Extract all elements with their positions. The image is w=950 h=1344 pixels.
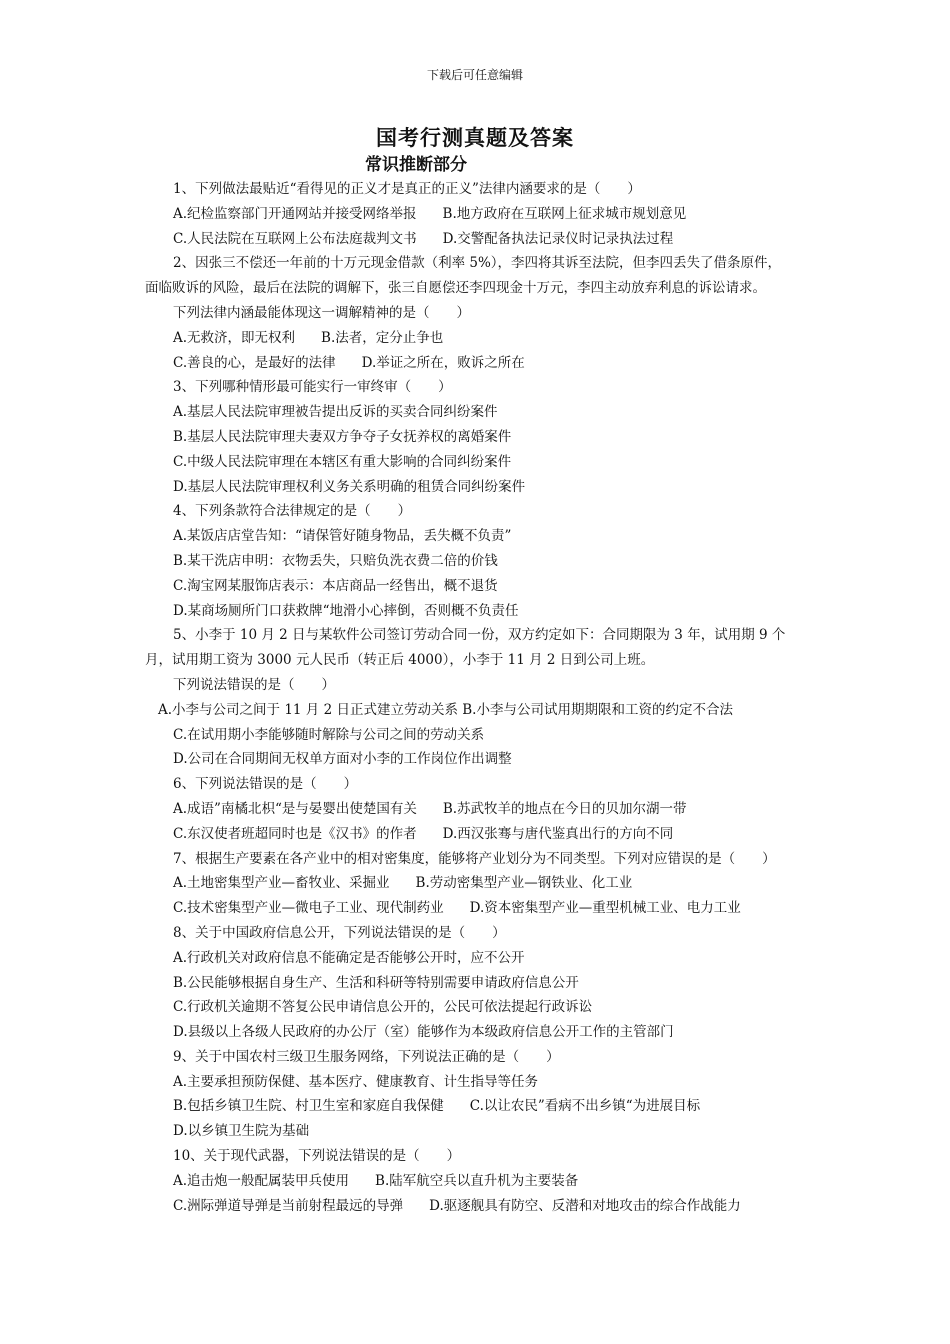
question-9-options-bc: [145, 1094, 825, 1119]
question-5-option-d: D.公司在合同期间无权单方面对小李的工作岗位作出调整: [173, 751, 512, 768]
question-10-options-ab: [145, 1169, 825, 1194]
question-8-option-c: C.行政机关逾期不答复公民申请信息公开的，公民可依法提起行政诉讼: [173, 999, 593, 1016]
question-7-options-ab: [145, 871, 825, 896]
question-5-stem-cont: 月，试用期工资为 3000 元人民币（转正后 4000），小李于 11 月 2 日到公司上班。: [145, 652, 655, 669]
option-c: C.技术密集型产业—微电子工业、现代制药业: [173, 900, 444, 917]
option-c: C.人民法院在互联网上公布法庭裁判文书: [173, 230, 417, 247]
option-d: D.举证之所在，败诉之所在: [361, 354, 525, 371]
question-10-options-cd: [145, 1194, 825, 1219]
option-a: A.无救济，即无权利: [173, 329, 296, 346]
question-8-option-a: A.行政机关对政府信息不能确定是否能够公开时，应不公开: [173, 949, 525, 966]
question-5-option-c: C.在试用期小李能够随时解除与公司之间的劳动关系: [173, 726, 485, 743]
option-b: B.地方政府在互联网上征求城市规划意见: [442, 205, 687, 222]
question-8-stem: 8、关于中国政府信息公开，下列说法错误的是（ ）: [173, 924, 506, 941]
question-7-stem: 7、根据生产要素在各产业中的相对密集度，能够将产业划分为不同类型。下列对应错误的是（ ）: [173, 850, 776, 867]
question-9-stem: 9、关于中国农村三级卫生服务网络，下列说法正确的是（ ）: [173, 1048, 560, 1065]
question-3-stem: 3、下列哪种情形最可能实行一审终审（ ）: [173, 379, 452, 396]
question-2-options-ab: [145, 326, 825, 351]
option-b: B.劳动密集型产业—钢铁业、化工业: [415, 875, 633, 892]
option-a: A.土地密集型产业—畜牧业、采掘业: [173, 875, 390, 892]
option-a: A.纪检监察部门开通网站并接受网络举报: [173, 205, 417, 222]
question-8-option-b: B.公民能够根据自身生产、生活和科研等特别需要申请政府信息公开: [173, 974, 579, 991]
question-1-options-cd: [145, 227, 825, 252]
question-4-option-c: C.淘宝网某服饰店表示：本店商品一经售出，概不退货: [173, 577, 498, 594]
question-6-options-ab: [145, 797, 825, 822]
question-5-stem: 5、小李于 10 月 2 日与某软件公司签订劳动合同一份，双方约定如下：合同期限为 3 年，试用期 9 个: [173, 627, 786, 644]
question-10-stem: 10、关于现代武器，下列说法错误的是（ ）: [173, 1148, 461, 1165]
option-a: A.成语”南橘北枳“是与晏婴出使楚国有关: [173, 800, 417, 817]
question-6-options-cd: [145, 822, 825, 847]
question-4-option-d: D.某商场厕所门口获救牌“地滑小心摔倒，否则概不负责任: [173, 602, 519, 619]
page-header-note: 下载后可任意编辑: [426, 68, 523, 82]
question-3-option-d: D.基层人民法院审理权利义务关系明确的租赁合同纠纷案件: [173, 478, 526, 495]
question-1-stem: 1、下列做法最贴近“看得见的正义才是真正的正义”法律内涵要求的是（ ）: [173, 181, 641, 197]
option-d: D.驱逐舰具有防空、反潜和对地攻击的综合作战能力: [429, 1197, 741, 1214]
question-2-stem: 2、因张三不偿还一年前的十万元现金借款（利率 5%），李四将其诉至法院，但李四丢失了借条原件，: [173, 255, 782, 272]
option-c: C.洲际弹道导弹是当前射程最远的导弹: [173, 1197, 404, 1214]
question-4-option-a: A.某饭店店堂告知：“请保管好随身物品，丢失概不负责”: [173, 528, 512, 545]
option-b: B.法者，定分止争也: [321, 329, 444, 346]
option-d: D.资本密集型产业—重型机械工业、电力工业: [469, 900, 741, 917]
question-2-prompt: 下列法律内涵最能体现这一调解精神的是（ ）: [173, 304, 470, 321]
question-2-options-cd: [145, 351, 825, 376]
option-b: B.陆军航空兵以直升机为主要装备: [375, 1172, 579, 1189]
option-b: B.包括乡镇卫生院、村卫生室和家庭自我保健: [173, 1098, 444, 1115]
question-4-option-b: B.某干洗店申明：衣物丢失，只赔负洗衣费二倍的价钱: [173, 552, 498, 569]
question-9-option-d: D.以乡镇卫生院为基础: [173, 1123, 310, 1140]
option-d: D.西汉张骞与唐代鉴真出行的方向不同: [442, 825, 674, 842]
option-d: D.交警配备执法记录仪时记录执法过程: [442, 230, 674, 247]
option-b: B.苏武牧羊的地点在今日的贝加尔湖一带: [442, 800, 687, 817]
option-c: C.以让农民”看病不出乡镇“为进展目标: [469, 1098, 701, 1115]
question-2-stem-cont: 面临败诉的风险，最后在法院的调解下，张三自愿偿还李四现金十万元，李四主动放弃利息的诉讼请求。: [145, 280, 766, 297]
option-a: A.追击炮一般配属装甲兵使用: [173, 1172, 350, 1189]
question-9-option-a: A.主要承担预防保健、基本医疗、健康教育、计生指导等任务: [173, 1073, 539, 1090]
question-4-stem: 4、下列条款符合法律规定的是（ ）: [173, 503, 412, 520]
section-title: 常识推断部分: [365, 155, 467, 175]
question-3-option-c: C.中级人民法院审理在本辖区有重大影响的合同纠纷案件: [173, 453, 512, 470]
question-3-option-b: B.基层人民法院审理夫妻双方争夺子女抚养权的离婚案件: [173, 428, 512, 445]
question-6-stem: 6、下列说法错误的是（ ）: [173, 776, 358, 793]
question-3-option-a: A.基层人民法院审理被告提出反诉的买卖合同纠纷案件: [173, 404, 498, 421]
document-title: 国考行测真题及答案: [376, 125, 574, 150]
question-1-options-ab: [145, 202, 825, 227]
question-7-options-cd: [145, 896, 825, 921]
option-c: C.东汉使者班超同时也是《汉书》的作者: [173, 825, 417, 842]
option-c: C.善良的心，是最好的法律: [173, 354, 336, 371]
question-5-prompt: 下列说法错误的是（ ）: [173, 676, 335, 693]
document-body: [145, 177, 825, 1218]
question-8-option-d: D.县级以上各级人民政府的办公厅（室）能够作为本级政府信息公开工作的主管部门: [173, 1024, 674, 1041]
question-5-options-ab: A.小李与公司之间于 11 月 2 日正式建立劳动关系 B.小李与公司试用期期限和工资的约定不合法: [158, 701, 733, 718]
